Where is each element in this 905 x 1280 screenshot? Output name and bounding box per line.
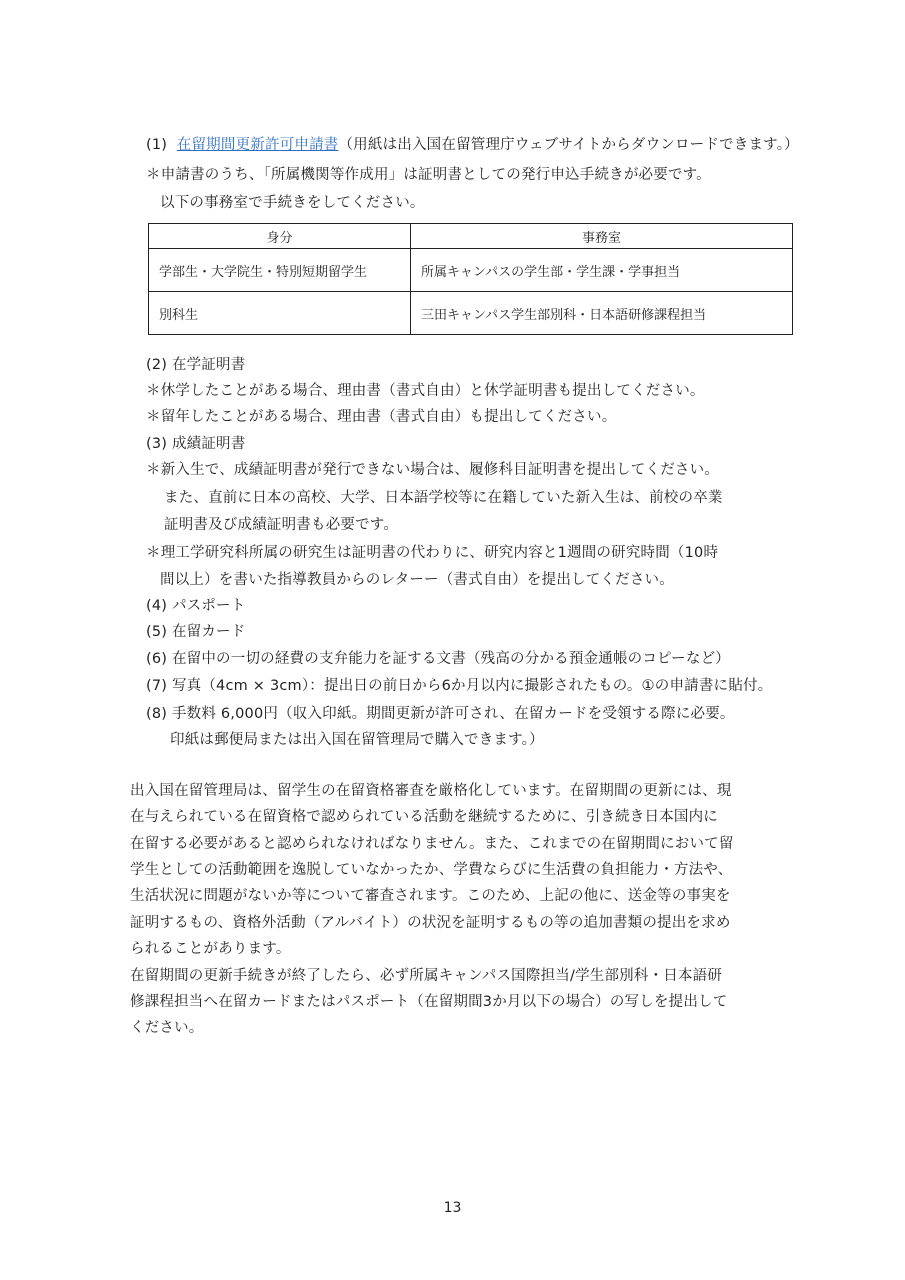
- table-header-office: 事務室: [411, 224, 793, 249]
- item-6: (6) 在留中の一切の経費の支弁能力を証する文書（残高の分かる預金通帳のコピーなど）: [146, 651, 730, 667]
- paragraph-line: 出入国在留管理局は、留学生の在留資格審査を厳格化しています。在留期間の更新には、現: [130, 783, 732, 799]
- paragraph-line: 修課程担当へ在留カードまたはパスポート（在留期間3か月以下の場合）の写しを提出して: [130, 994, 728, 1010]
- note-line: ＊休学したことがある場合、理由書（書式自由）と休学証明書も提出してください。: [146, 383, 705, 399]
- table-header-row: [149, 224, 793, 249]
- item-5: (5) 在留カード: [146, 624, 246, 640]
- note-line: ＊留年したことがある場合、理由書（書式自由）も提出してください。: [146, 409, 617, 425]
- office-table: [148, 223, 793, 335]
- note-line: ＊理工学研究科所属の研究生は証明書の代わりに、研究内容と1週間の研究時間（10時: [146, 545, 719, 561]
- paragraph-line: 生活状況に問題がないか等について審査されます。このため、上記の他に、送金等の事実を: [130, 888, 731, 904]
- table-cell: 所属キャンパスの学生部・学生課・学事担当: [411, 249, 793, 292]
- table-header-status: 身分: [149, 224, 411, 249]
- item-1-number: (1): [146, 137, 168, 153]
- application-form-link[interactable]: 在留期間更新許可申請書: [176, 137, 339, 153]
- paragraph-line: ください。: [130, 1020, 204, 1036]
- paragraph-line: 在留する必要があると認められなければなりません。また、これまでの在留期間において留: [130, 836, 734, 852]
- note-line: 以下の事務室で手続きをしてください。: [160, 195, 425, 211]
- item-1-note: （用紙は出入国在留管理庁ウェブサイトからダウンロードできます。）: [338, 137, 799, 153]
- table-row: [149, 249, 793, 292]
- paragraph-line: 証明するもの、資格外活動（アルバイト）の状況を証明するもの等の追加書類の提出を求め: [130, 915, 731, 931]
- item-4: (4) パスポート: [146, 598, 246, 614]
- note-line: ＊申請書のうち、「所属機関等作成用」は証明書としての発行申込手続きが必要です。: [146, 167, 711, 183]
- paragraph-line: 在与えられている在留資格で認められている活動を継続するために、引き続き日本国内に: [130, 809, 718, 825]
- table-row: [149, 292, 793, 335]
- note-line: 証明書及び成績証明書も必要です。: [164, 517, 399, 533]
- table-cell: 三田キャンパス学生部別科・日本語研修課程担当: [411, 292, 793, 335]
- note-line: また、直前に日本の高校、大学、日本語学校等に在籍していた新入生は、前校の卒業: [164, 490, 723, 506]
- table-cell: 学部生・大学院生・特別短期留学生: [149, 249, 411, 292]
- paragraph-line: られることがあります。: [130, 941, 291, 957]
- item-7: (7) 写真（4cm × 3cm）：提出日の前日から6か月以内に撮影されたもの。①の申請書に貼付。: [146, 678, 773, 694]
- table-cell: 別科生: [149, 292, 411, 335]
- paragraph-line: 在留期間の更新手続きが終了したら、必ず所属キャンパス国際担当/学生部別科・日本語研: [130, 968, 723, 984]
- item-1: [146, 135, 799, 155]
- item-3-heading: (3) 成績証明書: [146, 436, 246, 452]
- item-8: (8) 手数料 6,000円（収入印紙。期間更新が許可され、在留カードを受領する際に必要。: [146, 706, 735, 722]
- note-line: ＊新入生で、成績証明書が発行できない場合は、履修科目証明書を提出してください。: [146, 462, 720, 478]
- page-number: 13: [443, 1200, 462, 1216]
- item-2-heading: (2) 在学証明書: [146, 357, 246, 373]
- item-8-continued: 印紙は郵便局または出入国在留管理局で購入できます。）: [170, 732, 544, 748]
- note-line: 間以上）を書いた指導教員からのレターー（書式自由）を提出してください。: [160, 572, 674, 588]
- paragraph-line: 学生としての活動範囲を逸脱していなかったか、学費ならびに生活費の負担能力・方法や、: [130, 862, 733, 878]
